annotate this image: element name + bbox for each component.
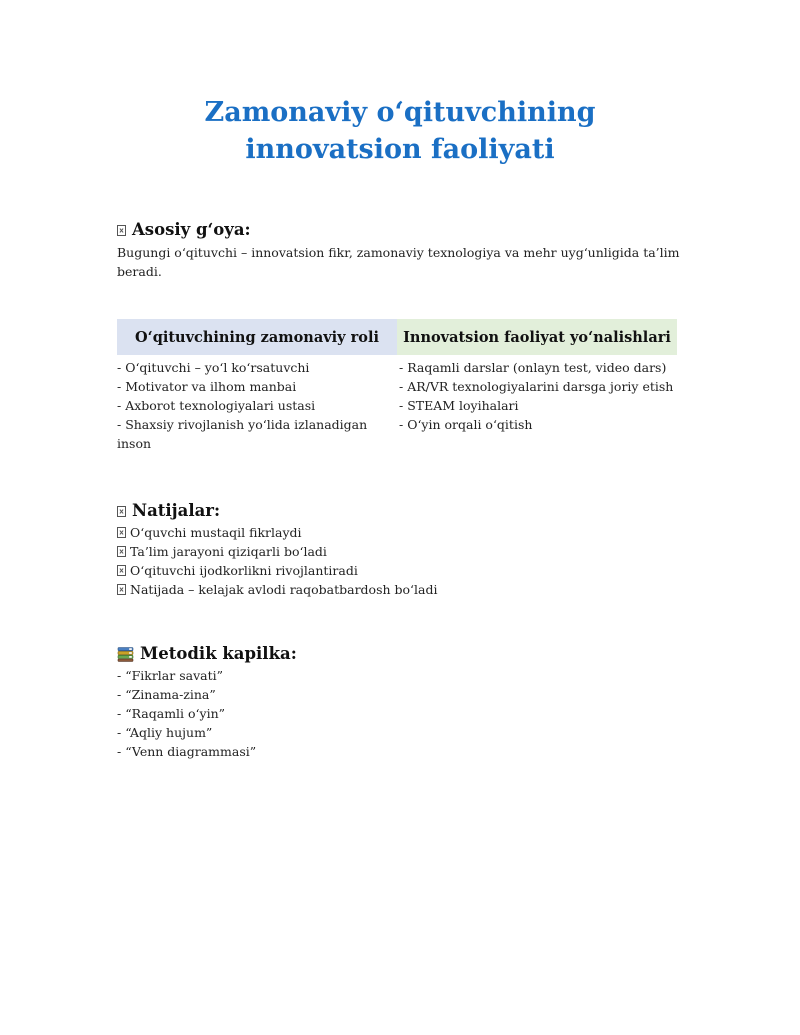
roles-right-header: Innovatsion faoliyat yo‘nalishlari: [397, 319, 677, 355]
results-heading-label: Natijalar:: [132, 501, 221, 520]
list-item: - O‘qituvchi – yo‘l ko‘rsatuvchi: [117, 360, 310, 375]
roles-table: [117, 319, 677, 453]
list-item: [117, 580, 683, 599]
checkbox-x-icon: [117, 546, 126, 557]
goal-heading: [117, 219, 683, 241]
results-section: [117, 500, 683, 599]
list-item: - Shaxsiy rivojlanish yo‘lida izlanadigan inson: [117, 417, 368, 451]
results-list: [117, 523, 683, 599]
document-page: [117, 0, 683, 761]
list-item: - AR/VR texnologiyalarini darsga joriy etish: [399, 379, 674, 394]
list-item: [117, 542, 683, 561]
books-icon: [117, 646, 134, 662]
method-list: [117, 666, 683, 761]
method-heading-label: Metodik kapilka:: [140, 644, 297, 663]
list-item: - STEAM loyihalari: [399, 398, 519, 413]
goal-heading-label: Asosiy g‘oya:: [132, 220, 251, 239]
roles-column-right: [397, 319, 677, 453]
method-heading: [117, 643, 683, 665]
checkbox-x-icon: [117, 584, 126, 595]
roles-column-left: [117, 319, 397, 453]
list-item-label: Natijada – kelajak avlodi raqobatbardosh bo‘ladi: [130, 582, 438, 597]
list-item: - O‘yin orqali o‘qitish: [399, 417, 533, 432]
list-item-label: Ta’lim jarayoni qiziqarli bo‘ladi: [130, 544, 327, 559]
list-item: - Motivator va ilhom manbai: [117, 379, 297, 394]
list-item: [117, 561, 683, 580]
page-title: Zamonaviy o‘qituvchining innovatsion faoliyati: [204, 97, 596, 165]
list-item: [117, 523, 683, 542]
goal-section: [117, 219, 683, 281]
list-item: - Axborot texnologiyalari ustasi: [117, 398, 316, 413]
roles-right-list: [397, 358, 677, 434]
list-item-label: O‘quvchi mustaqil fikrlaydi: [130, 525, 302, 540]
list-item: - “Aqliy hujum”: [117, 725, 213, 740]
checkbox-x-icon: [117, 527, 126, 538]
checkbox-x-icon: [117, 565, 126, 576]
list-item: - Raqamli darslar (onlayn test, video dars): [399, 360, 667, 375]
method-section: [117, 643, 683, 761]
checkbox-x-icon: [117, 225, 126, 236]
list-item: - “Venn diagrammasi”: [117, 744, 257, 759]
results-heading: [117, 500, 683, 522]
roles-left-header: O‘qituvchining zamonaviy roli: [117, 319, 397, 355]
list-item-label: O‘qituvchi ijodkorlikni rivojlantiradi: [130, 563, 358, 578]
list-item: - “Raqamli o‘yin”: [117, 706, 226, 721]
list-item: - “Fikrlar savati”: [117, 668, 223, 683]
roles-left-list: [117, 358, 397, 453]
checkbox-x-icon: [117, 506, 126, 517]
goal-text: Bugungi o‘qituvchi – innovatsion fikr, zamonaviy texnologiya va mehr uyg‘unligida ta’lim beradi.: [117, 245, 680, 279]
list-item: - “Zinama-zina”: [117, 687, 216, 702]
